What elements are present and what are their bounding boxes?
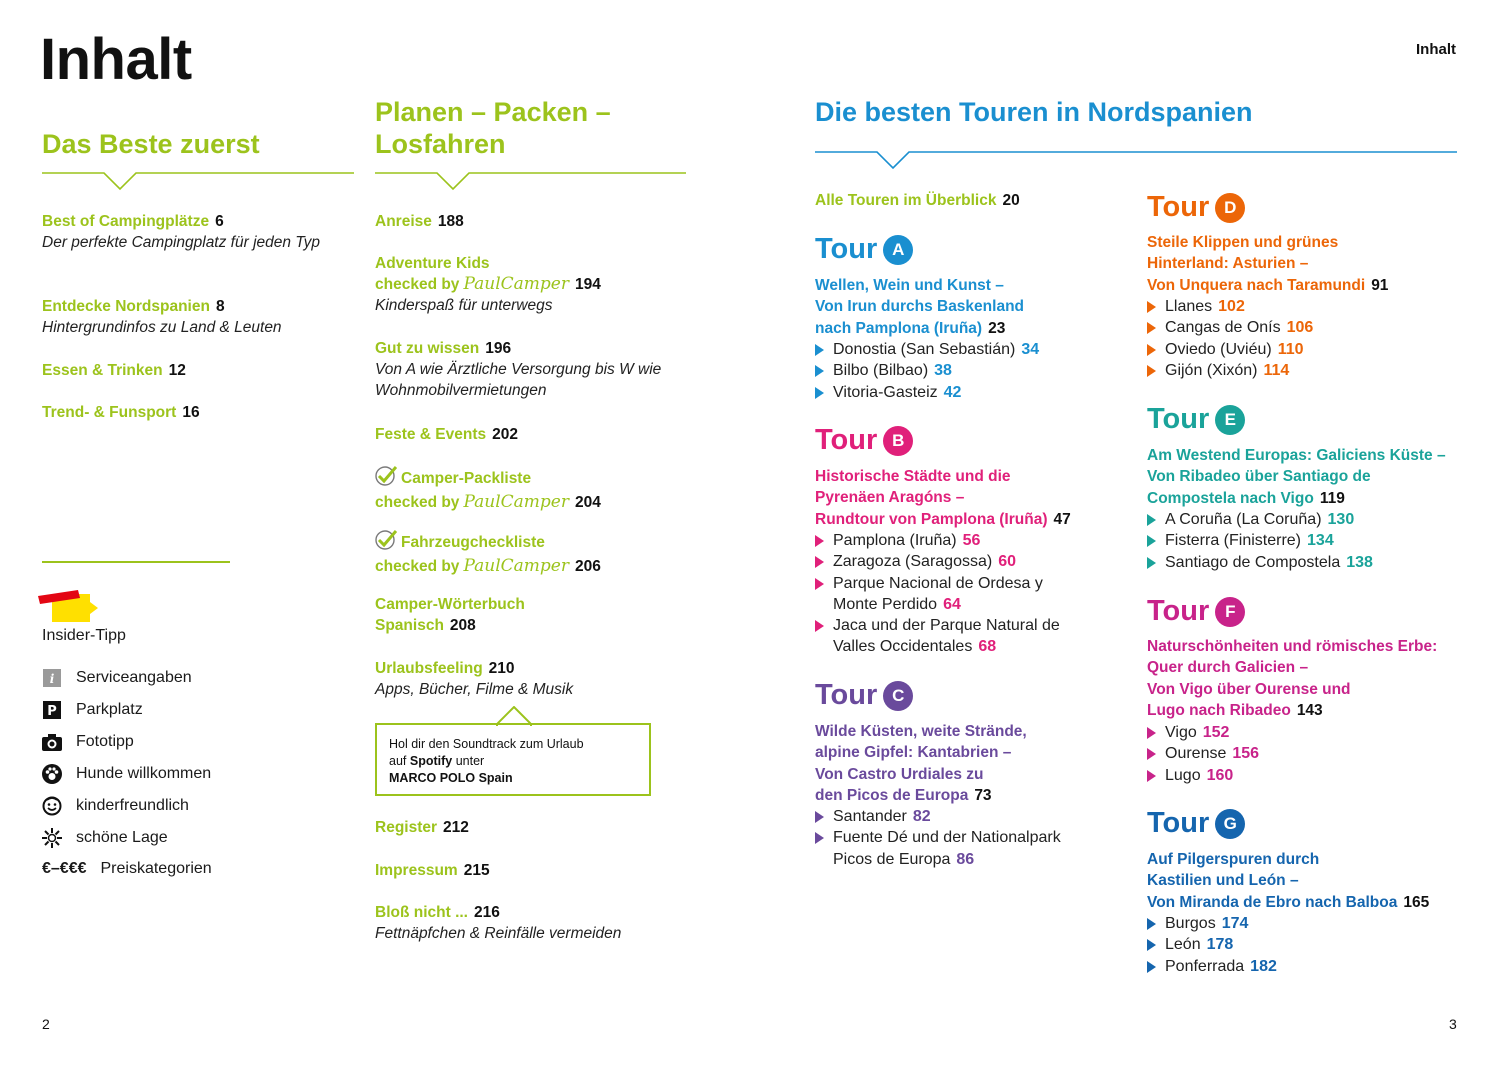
tour-stop[interactable] bbox=[815, 827, 1090, 870]
callout-line: Hol dir den Soundtrack zum Urlaub bbox=[389, 737, 584, 751]
tour-desc-line: Quer durch Galicien – bbox=[1147, 659, 1309, 677]
triangle-icon bbox=[1147, 365, 1156, 377]
tour-description-g[interactable] bbox=[1147, 849, 1429, 913]
callout-line: auf bbox=[389, 754, 407, 768]
tour-stop[interactable] bbox=[1147, 509, 1373, 530]
triangle-icon bbox=[815, 578, 824, 590]
triangle-icon bbox=[815, 387, 824, 399]
triangle-icon bbox=[1147, 322, 1156, 334]
legend-item-label: Hunde willkommen bbox=[76, 765, 212, 782]
toc-entry-label: Spanisch bbox=[375, 617, 444, 634]
tour-stops-c bbox=[815, 806, 1090, 870]
legend-item-label: Fototipp bbox=[76, 733, 134, 750]
tour-desc-line: Compostela nach Vigo bbox=[1147, 489, 1314, 507]
toc-entry[interactable] bbox=[375, 211, 464, 232]
parking-icon bbox=[42, 700, 62, 720]
tour-desc-line: den Picos de Europa bbox=[815, 786, 969, 804]
toc-entry-page: 204 bbox=[574, 494, 601, 511]
toc-entry-page: 20 bbox=[1002, 192, 1020, 209]
insider-tip-icon bbox=[38, 590, 102, 629]
triangle-icon bbox=[815, 620, 824, 632]
stop-page: 134 bbox=[1307, 532, 1334, 550]
legend-item-label: Parkplatz bbox=[76, 701, 143, 718]
toc-entry-page: 210 bbox=[488, 660, 515, 677]
svg-text:i: i bbox=[49, 672, 55, 686]
tour-heading-f[interactable] bbox=[1147, 595, 1245, 628]
toc-entry-label: Camper-Wörterbuch bbox=[375, 596, 525, 613]
stop-page: 64 bbox=[943, 595, 961, 613]
stop-name: Jaca und der Parque Natural de Valles Occidentales bbox=[833, 617, 1060, 656]
tour-desc-line: Historische Städte und die bbox=[815, 468, 1011, 485]
triangle-icon bbox=[1147, 535, 1156, 547]
triangle-icon bbox=[1147, 770, 1156, 782]
triangle-icon bbox=[1147, 557, 1156, 569]
toc-entry-overview[interactable] bbox=[815, 190, 1020, 211]
stop-page: 106 bbox=[1286, 319, 1314, 337]
tour-heading-g[interactable] bbox=[1147, 807, 1245, 840]
info-icon bbox=[42, 668, 62, 688]
tour-desc-line: Pyrenäen Aragóns – bbox=[815, 489, 965, 507]
stop-page: 82 bbox=[912, 808, 931, 825]
stop-name: Donostia (San Sebastián) bbox=[833, 341, 1016, 358]
stop-name: Lugo bbox=[1165, 766, 1201, 784]
stop-page: 102 bbox=[1218, 298, 1245, 315]
tour-stop[interactable] bbox=[815, 573, 1085, 616]
toc-entry-page: 16 bbox=[182, 404, 200, 421]
tour-heading-b[interactable] bbox=[815, 424, 913, 457]
toc-entry-label: Fahrzeugcheckliste bbox=[401, 534, 545, 551]
stop-page: 60 bbox=[998, 553, 1016, 571]
triangle-icon bbox=[1147, 748, 1156, 760]
triangle-icon bbox=[815, 556, 824, 568]
running-head: Inhalt bbox=[1416, 41, 1456, 58]
tour-stops-f bbox=[1147, 722, 1259, 786]
legend-item-label: schöne Lage bbox=[76, 829, 168, 846]
toc-entry-label: checked by bbox=[375, 276, 460, 293]
toc-entry[interactable] bbox=[375, 338, 665, 401]
tour-stops-g bbox=[1147, 913, 1277, 977]
toc-entry-page: 6 bbox=[215, 213, 224, 230]
stop-name: Oviedo (Uviéu) bbox=[1165, 340, 1272, 358]
tour-stop[interactable] bbox=[815, 806, 1090, 827]
paw-icon bbox=[42, 764, 62, 784]
legend-item-label: kinderfreundlich bbox=[76, 797, 189, 814]
tour-desc-line: alpine Gipfel: Kantabrien – bbox=[815, 744, 1012, 762]
toc-entry-page: 206 bbox=[574, 558, 601, 575]
tour-desc-line: Von Ribadeo über Santiago de bbox=[1147, 468, 1371, 486]
stop-name: Ourense bbox=[1165, 745, 1227, 763]
toc-entry-page: 216 bbox=[474, 904, 500, 921]
insider-tip-label: Insider-Tipp bbox=[42, 627, 126, 644]
tour-stop[interactable] bbox=[1147, 530, 1373, 551]
tour-description-c[interactable] bbox=[815, 721, 1027, 806]
triangle-icon bbox=[815, 344, 824, 356]
toc-entry-page: 196 bbox=[485, 340, 512, 357]
toc-entry[interactable] bbox=[375, 817, 469, 838]
triangle-icon bbox=[1147, 939, 1156, 951]
tour-desc-line: Naturschönheiten und römisches Erbe: bbox=[1147, 638, 1438, 655]
toc-entry-label: Trend- & Funsport bbox=[42, 404, 177, 421]
toc-entry-page: 202 bbox=[492, 426, 519, 443]
toc-entry-page: 8 bbox=[215, 298, 225, 315]
tour-desc-line: Wellen, Wein und Kunst – bbox=[815, 277, 1004, 294]
tour-badge: C bbox=[883, 681, 913, 711]
stop-page: 138 bbox=[1346, 553, 1373, 571]
triangle-icon bbox=[1147, 961, 1156, 973]
tour-desc-line: Wilde Küsten, weite Strände, bbox=[815, 723, 1027, 740]
toc-entry-label: Camper-Packliste bbox=[401, 470, 532, 487]
legend-divider bbox=[42, 561, 230, 563]
legend-item bbox=[42, 860, 212, 878]
tour-desc-line: Hinterland: Asturien – bbox=[1147, 255, 1309, 273]
stop-name: Llanes bbox=[1165, 298, 1213, 315]
tour-desc-line: Kastilien und León – bbox=[1147, 872, 1299, 890]
tour-word: Tour bbox=[1147, 191, 1210, 223]
section-heading-das-beste: Das Beste zuerst bbox=[42, 129, 260, 159]
stop-name: Santiago de Compostela bbox=[1165, 553, 1341, 571]
tour-desc-line: Von Irun durchs Baskenland bbox=[815, 298, 1025, 316]
legend-item-label: Serviceangaben bbox=[76, 669, 192, 686]
legend-item bbox=[42, 828, 168, 848]
page-number-left: 2 bbox=[42, 1016, 50, 1032]
triangle-icon bbox=[815, 535, 824, 547]
smiley-icon bbox=[42, 796, 62, 816]
tour-desc-line: Rundtour von Pamplona (Iruña) bbox=[815, 510, 1048, 528]
toc-entry[interactable] bbox=[42, 211, 342, 253]
triangle-icon bbox=[1147, 301, 1156, 313]
stop-name: Fisterra (Finisterre) bbox=[1165, 532, 1302, 550]
tour-stop[interactable] bbox=[815, 551, 1085, 572]
toc-entry-subtitle: Von A wie Ärztliche Versorgung bis W wie Wohnmobilvermietungen bbox=[375, 361, 662, 399]
sun-icon bbox=[42, 828, 62, 848]
page-number-right: 3 bbox=[1449, 1016, 1457, 1032]
page-title: Inhalt bbox=[40, 27, 192, 92]
stop-name: Cangas de Onís bbox=[1165, 319, 1281, 337]
section-heading-planen bbox=[375, 96, 611, 160]
triangle-icon bbox=[815, 365, 824, 377]
toc-entry[interactable] bbox=[375, 530, 665, 577]
toc-entry-label: Gut zu wissen bbox=[375, 340, 480, 357]
toc-entry[interactable] bbox=[375, 860, 490, 881]
stop-page: 114 bbox=[1263, 361, 1290, 379]
toc-entry-page: 194 bbox=[574, 276, 601, 293]
toc-entry-page: 215 bbox=[463, 862, 490, 879]
toc-entry-label: Alle Touren im Überblick bbox=[815, 192, 997, 209]
tour-desc-line: Lugo nach Ribadeo bbox=[1147, 701, 1291, 719]
tour-desc-line: Von Vigo über Ourense und bbox=[1147, 680, 1351, 698]
toc-entry-label: Urlaubsfeeling bbox=[375, 660, 483, 677]
tour-stop[interactable] bbox=[1147, 934, 1277, 955]
section-heading-touren: Die besten Touren in Nordspanien bbox=[815, 97, 1253, 127]
stop-page: 174 bbox=[1221, 915, 1249, 932]
tour-badge: G bbox=[1215, 809, 1245, 839]
stop-name: Bilbo (Bilbao) bbox=[833, 362, 929, 380]
tour-word: Tour bbox=[815, 233, 878, 265]
triangle-icon bbox=[1147, 918, 1156, 930]
tour-stop[interactable] bbox=[1147, 360, 1313, 381]
spotify-callout bbox=[375, 723, 651, 796]
stop-page: 56 bbox=[962, 532, 981, 549]
tour-stop[interactable] bbox=[1147, 722, 1259, 743]
tour-word: Tour bbox=[815, 424, 878, 456]
toc-entry-label: Bloß nicht ... bbox=[375, 904, 468, 921]
tour-heading-c[interactable] bbox=[815, 679, 913, 712]
tour-description-d[interactable] bbox=[1147, 232, 1388, 296]
stop-page: 68 bbox=[978, 638, 997, 656]
stop-name: A Coruña (La Coruña) bbox=[1165, 511, 1322, 528]
tour-page: 73 bbox=[974, 786, 992, 804]
tour-desc-line: Von Castro Urdiales zu bbox=[815, 765, 984, 783]
paulcamper-logo: PaulCamper bbox=[463, 556, 569, 576]
price-category-symbol: €–€€€ bbox=[42, 860, 87, 877]
toc-entry[interactable] bbox=[375, 424, 518, 445]
legend-item bbox=[42, 668, 192, 688]
stop-name: Vigo bbox=[1165, 724, 1197, 741]
toc-entry-label: Anreise bbox=[375, 213, 432, 230]
svg-text:P: P bbox=[47, 704, 57, 719]
tour-stops-a bbox=[815, 339, 1039, 403]
stop-page: 182 bbox=[1250, 957, 1277, 975]
stop-page: 86 bbox=[956, 850, 975, 868]
tour-page: 119 bbox=[1319, 489, 1345, 507]
stop-name: Gijón (Xixón) bbox=[1165, 361, 1258, 379]
tour-desc-line: Von Unquera nach Taramundi bbox=[1147, 276, 1366, 294]
tour-heading-a[interactable] bbox=[815, 233, 913, 266]
tour-word: Tour bbox=[1147, 403, 1210, 435]
tour-desc-line: Auf Pilgerspuren durch bbox=[1147, 851, 1320, 868]
legend-item-label: Preiskategorien bbox=[100, 860, 212, 877]
camera-icon bbox=[42, 732, 62, 752]
triangle-icon bbox=[1147, 344, 1156, 356]
tour-stop[interactable] bbox=[1147, 956, 1277, 977]
section-heading-line: Planen – Packen – bbox=[375, 97, 611, 127]
tour-description-f[interactable] bbox=[1147, 636, 1437, 721]
toc-entry-label: Best of Campingplätze bbox=[42, 213, 210, 230]
stop-name: Burgos bbox=[1165, 915, 1216, 932]
tour-stop[interactable] bbox=[815, 382, 1039, 403]
triangle-icon bbox=[815, 832, 824, 844]
triangle-icon bbox=[1147, 514, 1156, 526]
toc-entry-label: checked by bbox=[375, 558, 460, 575]
tour-stops-e bbox=[1147, 509, 1373, 573]
callout-playlist: MARCO POLO Spain bbox=[389, 771, 513, 785]
tour-heading-e[interactable] bbox=[1147, 403, 1245, 436]
callout-spotify: Spotify bbox=[409, 754, 453, 768]
paulcamper-logo: PaulCamper bbox=[463, 492, 569, 512]
section-divider bbox=[42, 172, 354, 192]
toc-entry-page: 188 bbox=[437, 213, 464, 230]
toc-entry-label: Feste & Events bbox=[375, 426, 487, 443]
toc-entry-subtitle: Hintergrundinfos zu Land & Leuten bbox=[42, 319, 282, 336]
legend-item bbox=[42, 700, 143, 720]
tour-heading-d[interactable] bbox=[1147, 191, 1245, 224]
tour-page: 47 bbox=[1053, 510, 1071, 528]
tour-stop[interactable] bbox=[1147, 743, 1259, 764]
stop-name: Santander bbox=[833, 808, 907, 825]
tour-page: 165 bbox=[1403, 893, 1430, 911]
tour-stop[interactable] bbox=[1147, 317, 1313, 338]
stop-name: Zaragoza (Saragossa) bbox=[833, 553, 993, 571]
stop-page: 42 bbox=[943, 383, 962, 401]
tour-stop[interactable] bbox=[815, 339, 1039, 360]
stop-name: Parque Nacional de Ordesa y Monte Perdido bbox=[833, 574, 1043, 613]
toc-entry-page: 212 bbox=[443, 819, 469, 836]
triangle-icon bbox=[1147, 727, 1156, 739]
section-divider bbox=[815, 151, 1457, 171]
stop-name: Vitoria-Gasteiz bbox=[833, 383, 938, 401]
tour-badge: A bbox=[883, 235, 913, 265]
tour-page: 143 bbox=[1296, 701, 1323, 719]
triangle-icon bbox=[815, 811, 824, 823]
stop-page: 178 bbox=[1206, 936, 1234, 954]
paulcamper-logo: PaulCamper bbox=[463, 274, 569, 294]
stop-page: 130 bbox=[1327, 511, 1355, 528]
tour-word: Tour bbox=[815, 679, 878, 711]
toc-entry[interactable] bbox=[42, 402, 200, 423]
toc-entry-label: Adventure Kids bbox=[375, 255, 490, 272]
tour-stop[interactable] bbox=[815, 615, 1085, 658]
toc-entry[interactable] bbox=[375, 253, 665, 316]
tour-desc-line: Steile Klippen und grünes bbox=[1147, 234, 1339, 251]
stop-page: 152 bbox=[1202, 724, 1230, 741]
tour-description-e[interactable] bbox=[1147, 445, 1446, 509]
toc-entry-subtitle: Kinderspaß für unterwegs bbox=[375, 297, 553, 314]
toc-entry-subtitle: Fettnäpfchen & Reinfälle vermeiden bbox=[375, 925, 622, 942]
stop-page: 160 bbox=[1206, 766, 1234, 784]
toc-entry-label: Impressum bbox=[375, 862, 458, 879]
stop-name: Fuente Dé und der Nationalpark Picos de Europa bbox=[833, 829, 1061, 868]
toc-entry[interactable] bbox=[375, 594, 525, 636]
section-heading-line: Losfahren bbox=[375, 129, 506, 159]
legend-item bbox=[42, 732, 134, 752]
tour-stops-b bbox=[815, 530, 1085, 658]
toc-entry[interactable] bbox=[375, 466, 665, 513]
stop-page: 38 bbox=[934, 362, 952, 380]
tour-stop[interactable] bbox=[1147, 765, 1259, 786]
legend-item bbox=[42, 796, 189, 816]
legend-item bbox=[42, 764, 211, 784]
callout-line: unter bbox=[455, 754, 485, 768]
tour-stop[interactable] bbox=[1147, 339, 1313, 360]
toc-entry-subtitle: Der perfekte Campingplatz für jeden Typ bbox=[42, 234, 320, 251]
toc-entry[interactable] bbox=[42, 360, 186, 381]
toc-entry-page: 12 bbox=[168, 362, 186, 379]
toc-entry-label: Entdecke Nordspanien bbox=[42, 298, 210, 315]
stop-page: 34 bbox=[1021, 341, 1040, 358]
tour-stop[interactable] bbox=[1147, 552, 1373, 573]
tour-word: Tour bbox=[1147, 807, 1210, 839]
stop-page: 156 bbox=[1232, 745, 1260, 763]
tour-stop[interactable] bbox=[1147, 913, 1277, 934]
tour-badge: B bbox=[883, 426, 913, 456]
toc-entry-subtitle: Apps, Bücher, Filme & Musik bbox=[375, 681, 574, 698]
section-divider bbox=[375, 172, 686, 192]
tour-page: 23 bbox=[988, 319, 1006, 337]
toc-entry[interactable] bbox=[375, 658, 573, 700]
stop-name: Ponferrada bbox=[1165, 957, 1245, 975]
stop-name: Pamplona (Iruña) bbox=[833, 532, 957, 549]
tour-badge: F bbox=[1215, 597, 1245, 627]
tour-stops-d bbox=[1147, 296, 1313, 381]
toc-entry[interactable] bbox=[42, 296, 342, 338]
tour-badge: E bbox=[1215, 405, 1245, 435]
tour-stop[interactable] bbox=[815, 360, 1039, 381]
tour-desc-line: Am Westend Europas: Galiciens Küste – bbox=[1147, 447, 1446, 464]
checkmark-icon bbox=[375, 466, 397, 492]
tour-desc-line: nach Pamplona (Iruña) bbox=[815, 319, 983, 337]
stop-name: León bbox=[1165, 936, 1201, 954]
tour-description-b[interactable] bbox=[815, 466, 1071, 530]
tour-desc-line: Von Miranda de Ebro nach Balboa bbox=[1147, 893, 1398, 911]
toc-entry[interactable] bbox=[375, 902, 675, 944]
tour-stop[interactable] bbox=[815, 530, 1085, 551]
checkmark-icon bbox=[375, 530, 397, 556]
tour-badge: D bbox=[1215, 193, 1245, 223]
toc-entry-label: Essen & Trinken bbox=[42, 362, 163, 379]
tour-word: Tour bbox=[1147, 595, 1210, 627]
tour-description-a[interactable] bbox=[815, 275, 1024, 339]
tour-stop[interactable] bbox=[1147, 296, 1313, 317]
stop-page: 110 bbox=[1277, 340, 1304, 358]
toc-entry-label: checked by bbox=[375, 494, 460, 511]
toc-entry-label: Register bbox=[375, 819, 438, 836]
tour-page: 91 bbox=[1371, 276, 1389, 294]
toc-entry-page: 208 bbox=[449, 617, 476, 634]
